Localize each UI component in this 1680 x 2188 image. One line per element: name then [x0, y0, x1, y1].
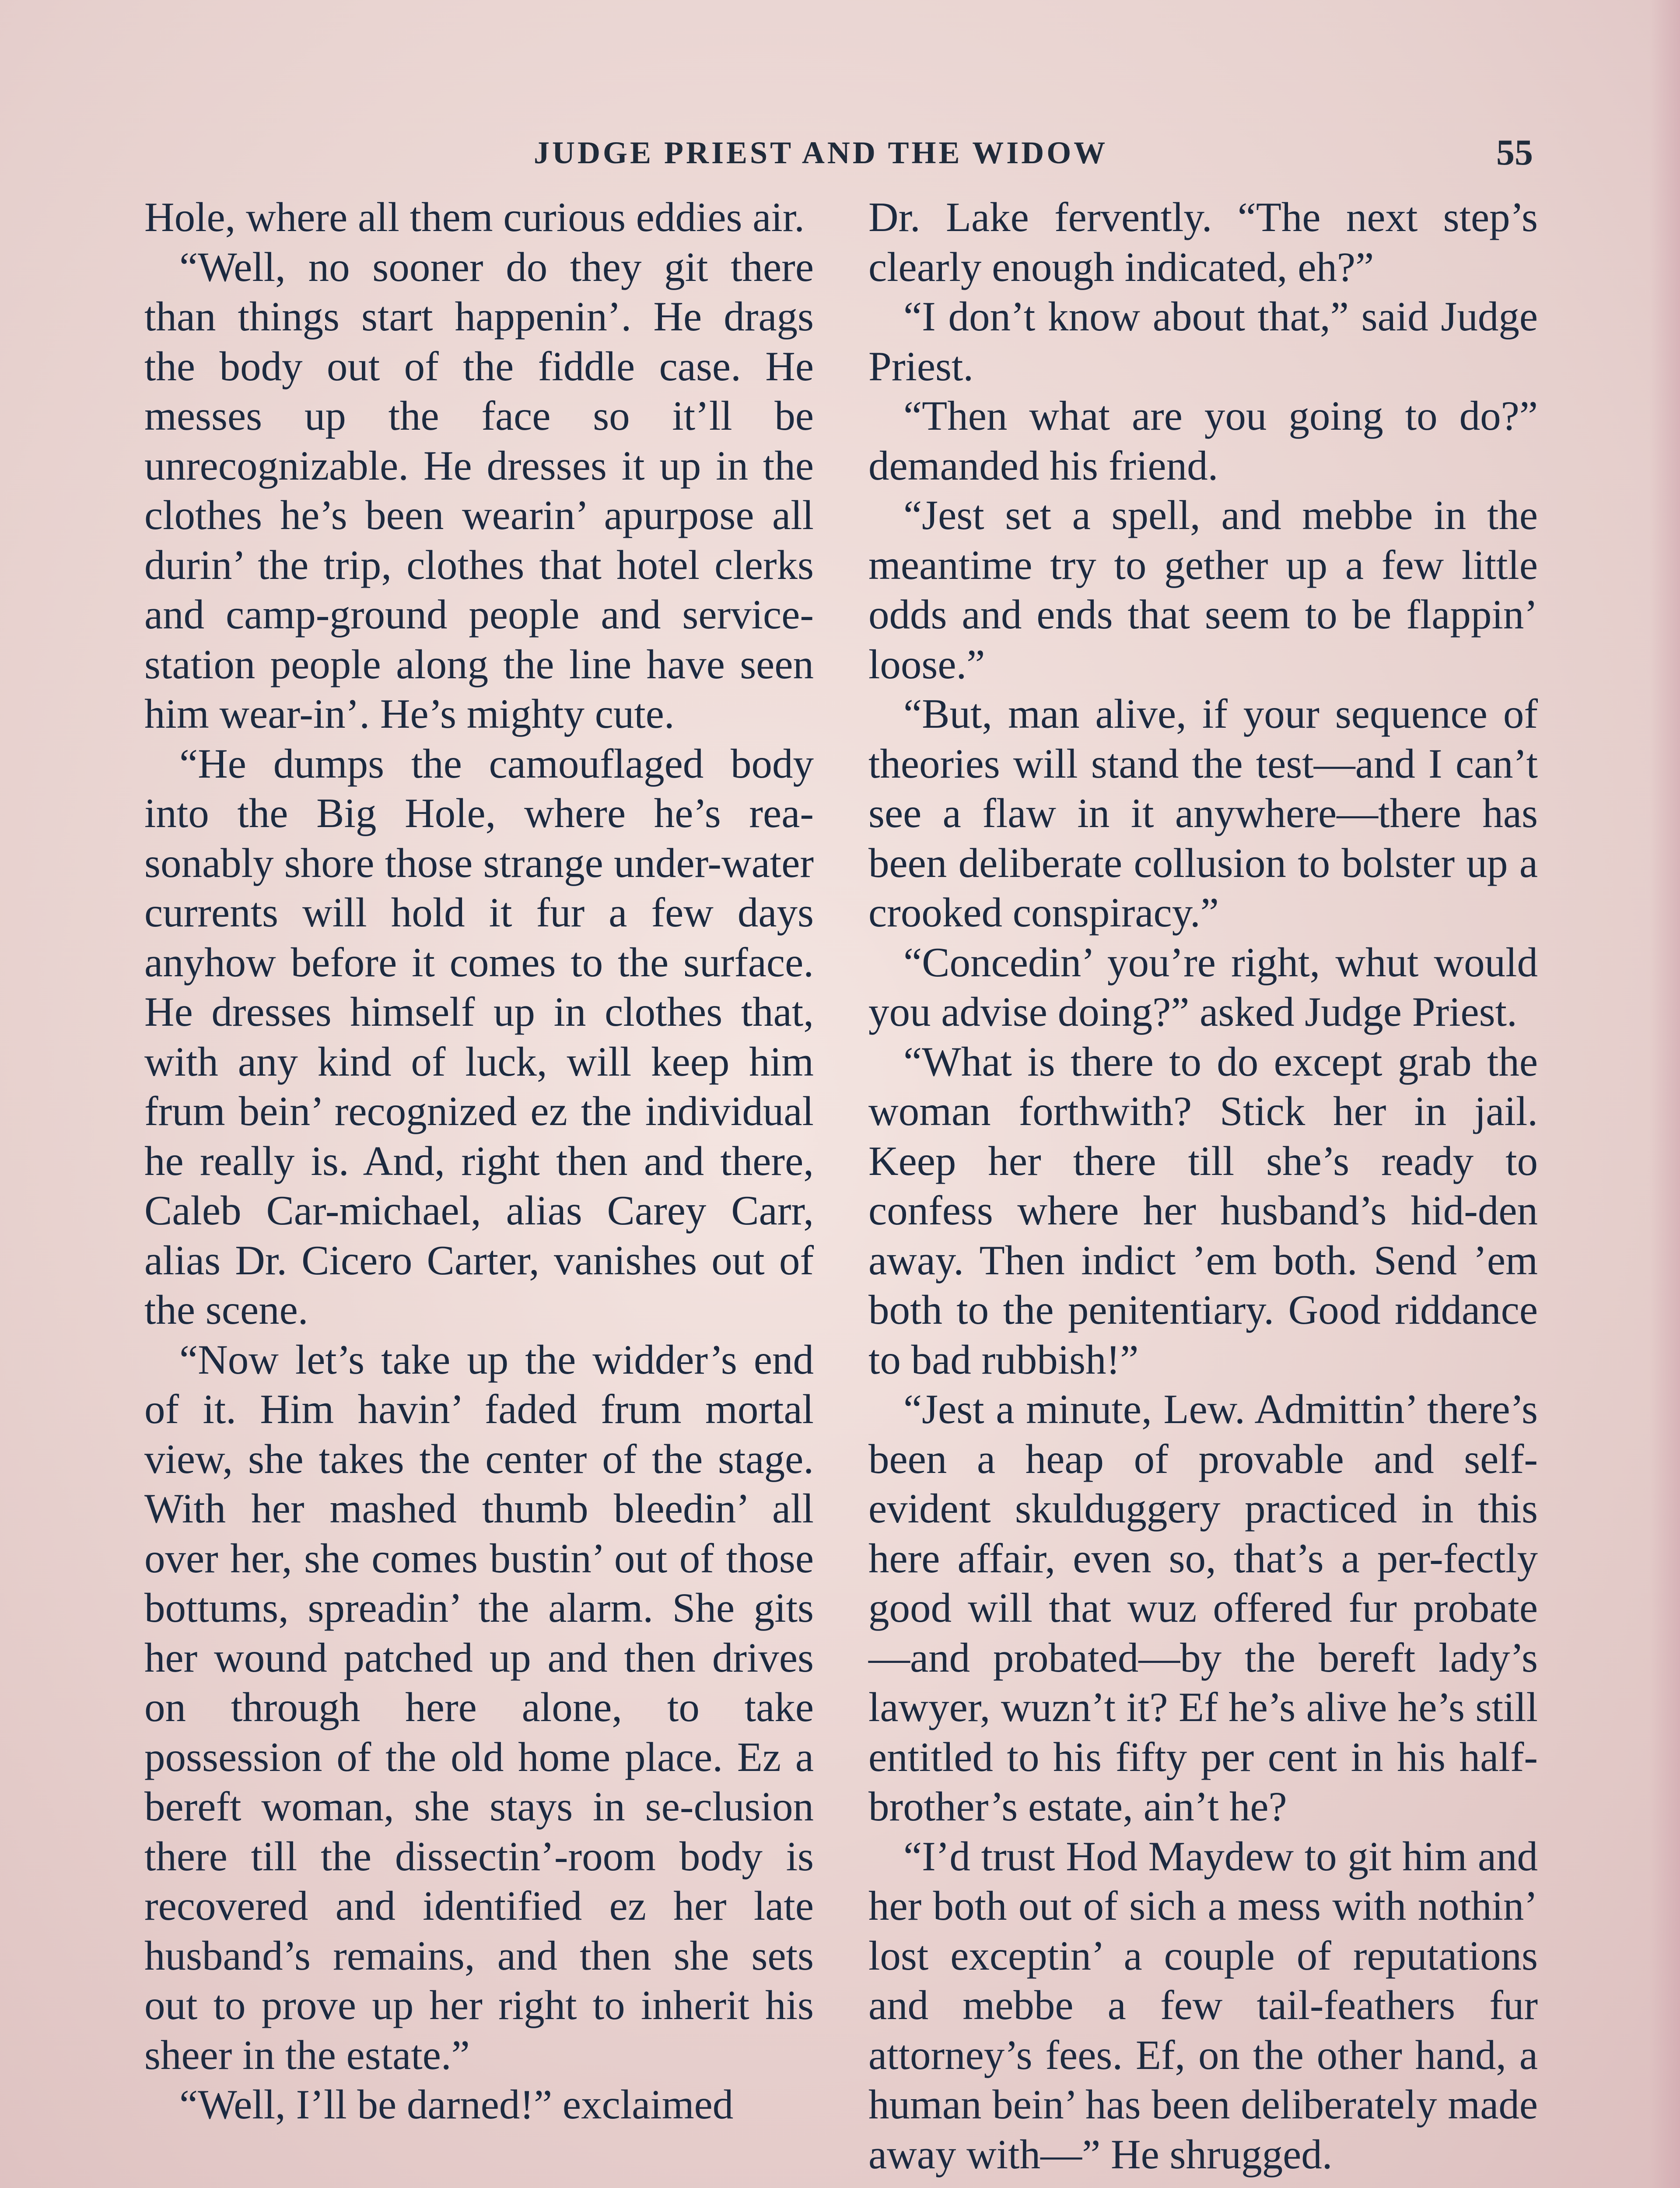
paragraph: “Now let’s take up the widder’s end of it. Him havin’ faded frum mortal view, she takes the center of the stage. With her mashed thumb bleedin’ all over her, she comes bustin’ out of those bottums, spreadin’ the alarm. She gits her wound patched up and then drives on through here alone, to take possession of the old home place. Ez a bereft woman, she stays in se-clusion there till the dissectin’-room body is recovered and identified ez her late husband’s remains, and then she sets out to prove up her right to inherit his sheer in the estate.” [144, 1336, 814, 2078]
paragraph: “Concedin’ you’re right, whut would you advise doing?” asked Judge Priest. [868, 939, 1538, 1035]
paragraph: “What is there to do except grab the woman forthwith? Stick her in jail. Keep her there till she’s ready to confess where her husband’s hid-den away. Then indict ’em both. Send ’em both to the penitentiary. Good riddance to bad rubbish!” [868, 1038, 1538, 1383]
paragraph: “Jest set a spell, and mebbe in the meantime try to gether up a few little odds and ends that seem to be flappin’ loose.” [868, 492, 1538, 687]
paragraph: “Jest a minute, Lew. Admittin’ there’s been a heap of provable and self-evident skulduggery practiced in this here affair, even so, that’s a per-fectly good will that wuz offered fur probate—and probated—by the bereft lady’s lawyer, wuzn’t it? Ef he’s alive he’s still entitled to his fifty per cent in his half-brother’s estate, ain’t he? [868, 1386, 1538, 1830]
running-title: JUDGE PRIEST AND THE WIDOW [534, 135, 1108, 170]
paragraph: Dr. Lake fervently. “The next step’s clearly enough indicated, eh?” [868, 194, 1538, 290]
paragraph: “He dumps the camouflaged body into the Big Hole, where he’s rea-sonably shore those strange under-water currents will hold it fur a few days anyhow before it comes to the surface. He dresses himself up in clothes that, with any kind of luck, will keep him frum bein’ recognized ez the individual he really is. And, right then and there, Caleb Car-michael, alias Carey Carr, alias Dr. Cicero Carter, vanishes out of the scene. [144, 740, 814, 1333]
paragraph: “I don’t know about that,” said Judge Priest. [868, 293, 1538, 389]
page-edge-shadow [1649, 0, 1680, 2188]
paragraph: “Well, no sooner do they git there than things start happenin’. He drags the body out of the fiddle case. He messes up the face so it’ll be unrecognizable. He dresses it up in the clothes he’s been wearin’ apurpose all durin’ the trip, clothes that hotel clerks and camp-ground people and service-station people along the line have seen him wear-in’. He’s mighty cute. [144, 243, 814, 737]
paragraph: “Well, I’ll be darned!” exclaimed [179, 2081, 734, 2128]
paragraph: “I’d trust Hod Maydew to git him and her both out of sich a mess with nothin’ lost exceptin’ a couple of reputations and mebbe a few tail-feathers fur attorney’s fees. Ef, on the other hand, a human bein’ has been deliberately made away with—” He shrugged. [868, 1833, 1538, 2177]
paragraph: “But, man alive, if your sequence of theories will stand the test—and I can’t see a flaw in it anywhere—there has been deliberate collusion to bolster up a crooked conspiracy.” [868, 691, 1538, 936]
left-text-column [144, 193, 814, 2130]
running-header [0, 127, 1680, 179]
right-text-column [868, 193, 1538, 2179]
paragraph: Hole, where all them curious eddies air. [144, 194, 805, 240]
paragraph: “Then what are you going to do?” demanded his friend. [868, 393, 1538, 489]
page-number: 55 [1496, 132, 1533, 173]
